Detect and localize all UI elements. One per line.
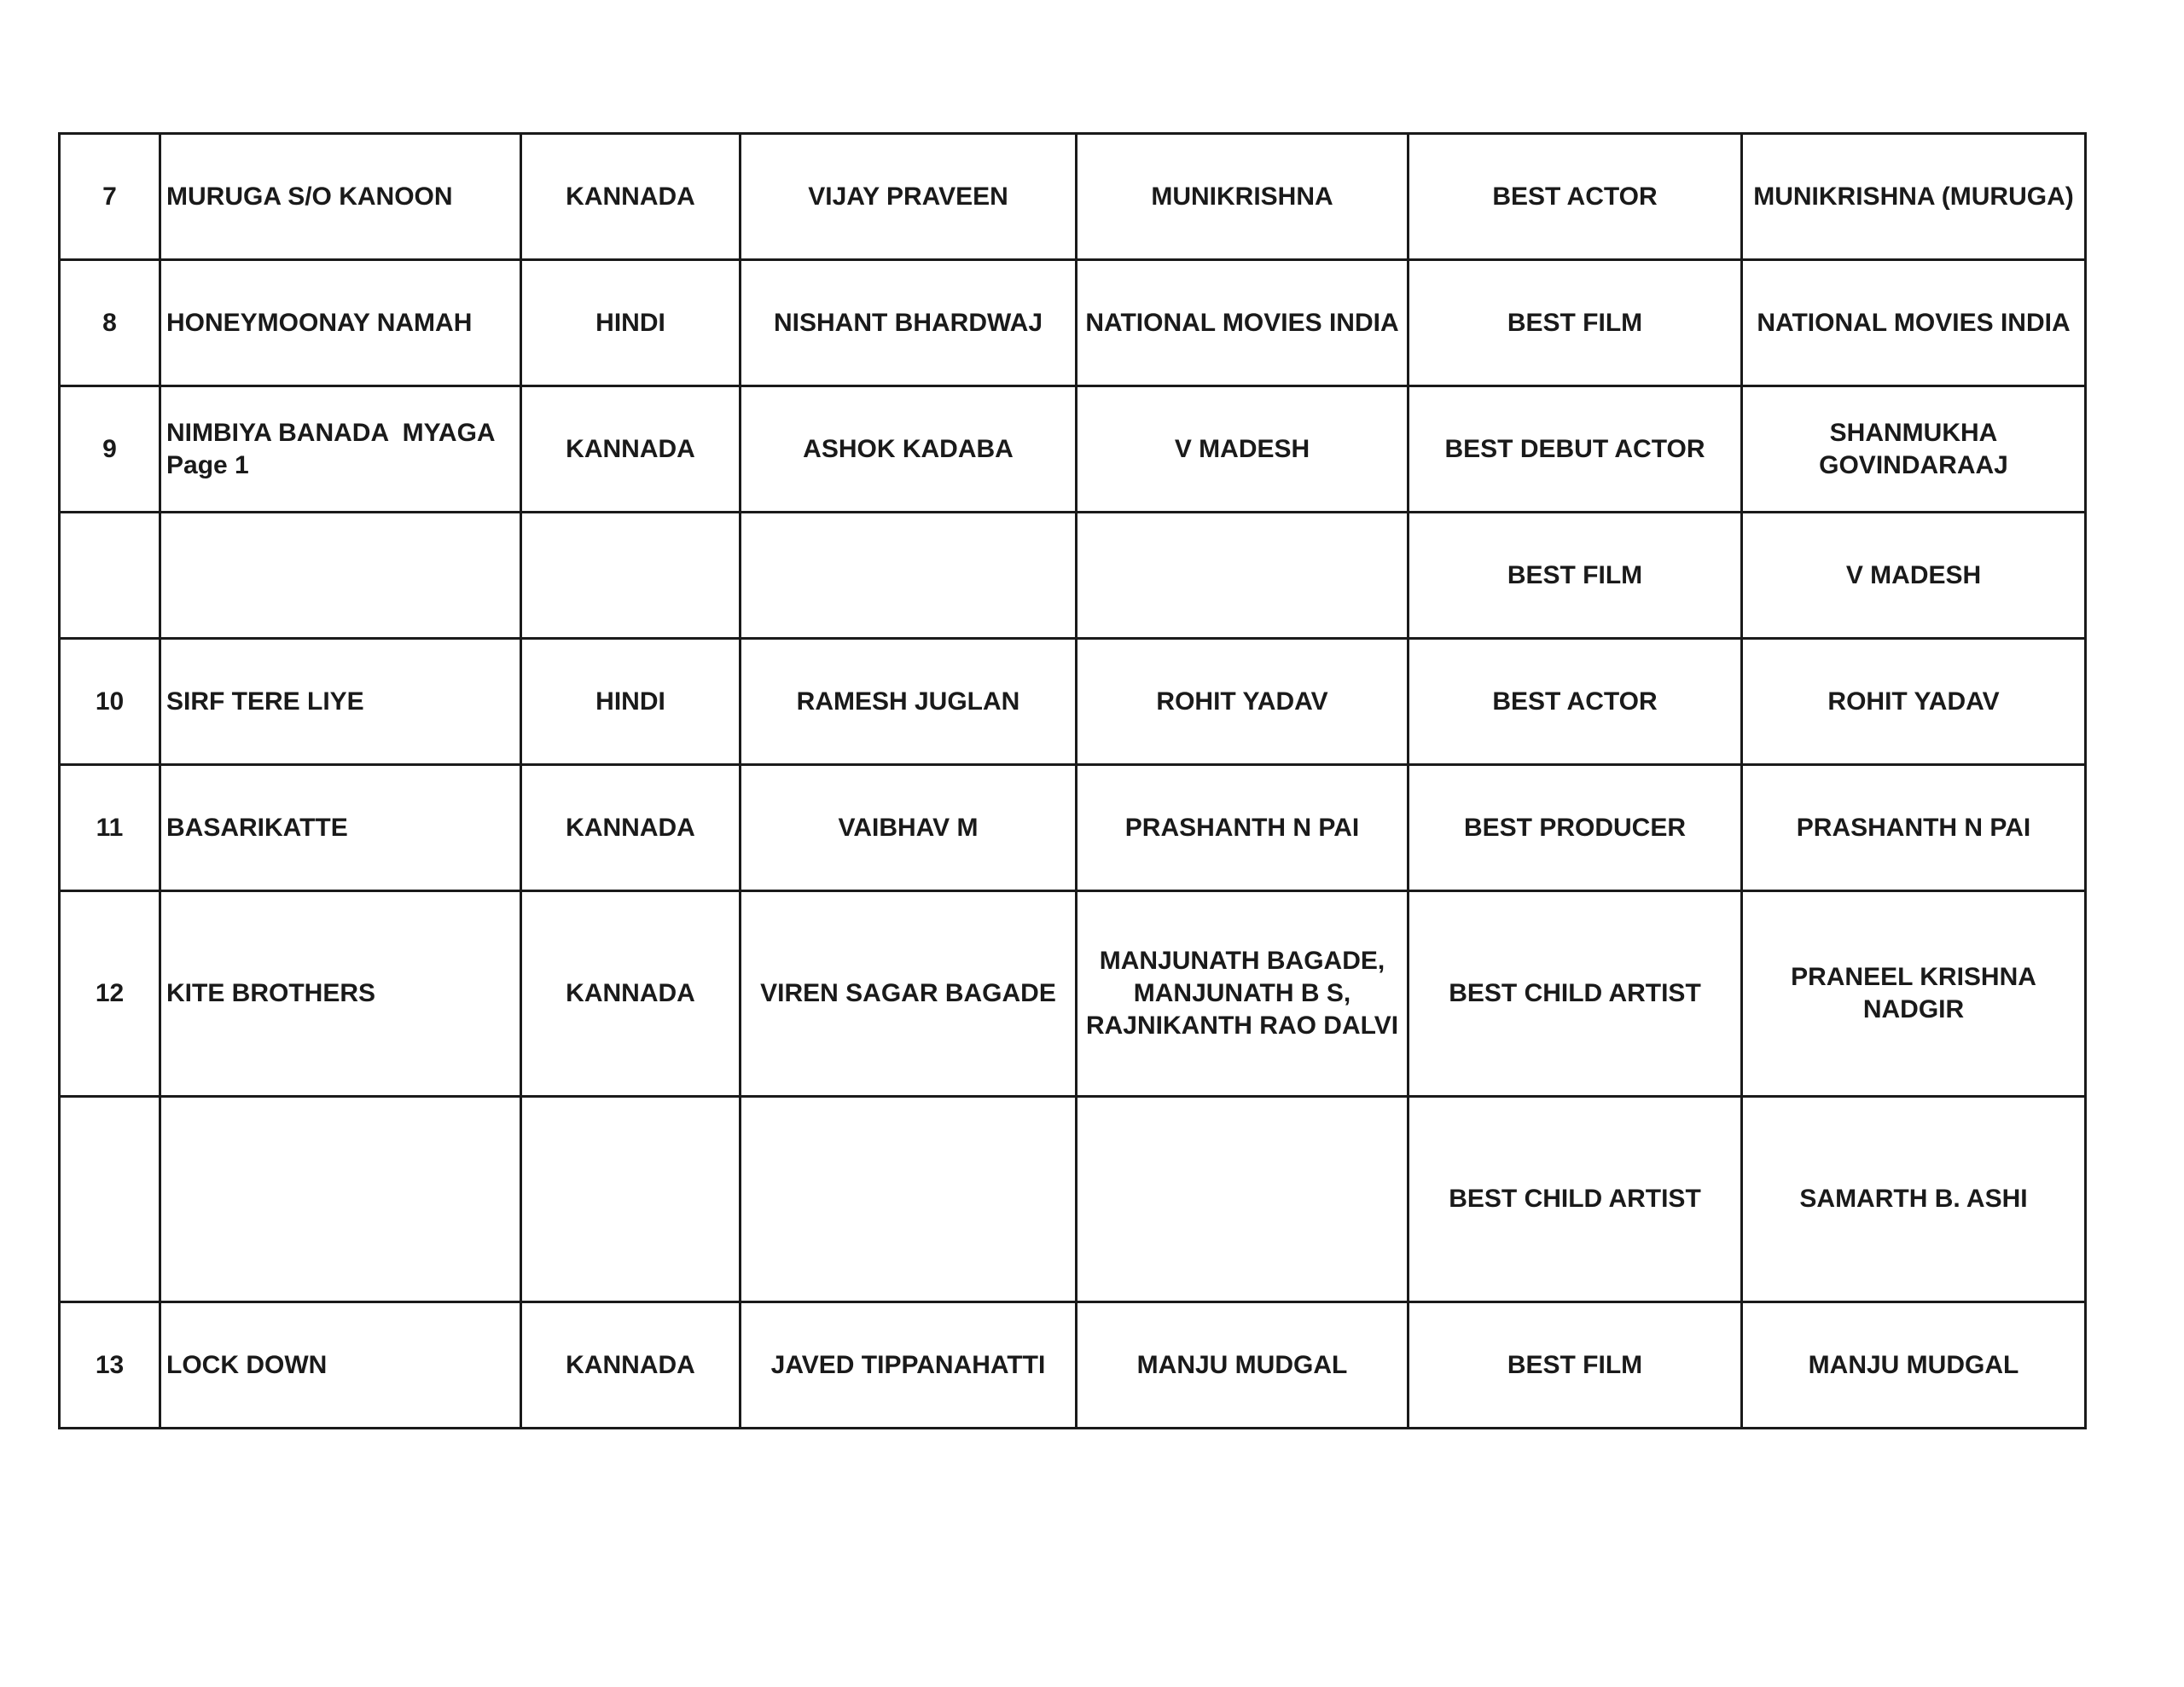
table-row (60, 134, 2086, 260)
award-category-cell: BEST FILM (1409, 1302, 1742, 1429)
award-category-cell: BEST PRODUCER (1409, 765, 1742, 891)
award-category-cell: BEST FILM (1409, 513, 1742, 639)
winner-line: PRANEEL KRISHNA (1791, 963, 2036, 991)
award-category-cell: BEST ACTOR (1409, 134, 1742, 260)
serial-number-cell (60, 1097, 160, 1302)
director-cell: JAVED TIPPANAHATTI (741, 1302, 1077, 1429)
producer-line: MANJUNATH B S, (1133, 979, 1351, 1007)
language-cell: KANNADA (521, 891, 741, 1097)
director-cell: VAIBHAV M (741, 765, 1077, 891)
winner-cell: PRASHANTH N PAI (1742, 765, 2086, 891)
table-row (60, 1302, 2086, 1429)
language-cell (521, 513, 741, 639)
film-title-cell (160, 1097, 521, 1302)
producer-cell: MANJU MUDGAL (1077, 1302, 1409, 1429)
table-row (60, 639, 2086, 765)
table-row (60, 513, 2086, 639)
page-note-text: Page 1 (166, 450, 249, 479)
film-title-cell: MURUGA S/O KANOON (160, 134, 521, 260)
producer-line: RAJNIKANTH RAO DALVI (1085, 1012, 1399, 1040)
language-cell: KANNADA (521, 134, 741, 260)
producer-cell (1077, 1097, 1409, 1302)
film-title-text: NIMBIYA BANADA MYAGA (166, 418, 496, 447)
serial-number-cell: 11 (60, 765, 160, 891)
award-category-cell: BEST CHILD ARTIST (1409, 1097, 1742, 1302)
award-category-cell: BEST ACTOR (1409, 639, 1742, 765)
language-cell: HINDI (521, 260, 741, 386)
director-cell: VIREN SAGAR BAGADE (741, 891, 1077, 1097)
film-title-cell: SIRF TERE LIYE (160, 639, 521, 765)
winner-line: GOVINDARAAJ (1819, 450, 2008, 479)
director-cell: VIJAY PRAVEEN (741, 134, 1077, 260)
table-row (60, 1097, 2086, 1302)
winner-cell: MUNIKRISHNA (MURUGA) (1742, 134, 2086, 260)
winner-cell: SAMARTH B. ASHI (1742, 1097, 2086, 1302)
language-cell: KANNADA (521, 386, 741, 513)
award-category-cell: BEST CHILD ARTIST (1409, 891, 1742, 1097)
serial-number-cell: 7 (60, 134, 160, 260)
producer-cell: V MADESH (1077, 386, 1409, 513)
director-cell (741, 513, 1077, 639)
serial-number-cell: 9 (60, 386, 160, 513)
serial-number-cell: 13 (60, 1302, 160, 1429)
producer-cell: MUNIKRISHNA (1077, 134, 1409, 260)
producer-cell (1077, 891, 1409, 1097)
winner-cell: MANJU MUDGAL (1742, 1302, 2086, 1429)
award-category-cell: BEST FILM (1409, 260, 1742, 386)
table-row (60, 260, 2086, 386)
producer-cell: NATIONAL MOVIES INDIA (1077, 260, 1409, 386)
language-cell (521, 1097, 741, 1302)
language-cell: HINDI (521, 639, 741, 765)
winner-cell (1742, 386, 2086, 513)
table-row (60, 891, 2086, 1097)
language-cell: KANNADA (521, 1302, 741, 1429)
award-category-cell: BEST DEBUT ACTOR (1409, 386, 1742, 513)
director-cell: NISHANT BHARDWAJ (741, 260, 1077, 386)
producer-cell: ROHIT YADAV (1077, 639, 1409, 765)
language-cell: KANNADA (521, 765, 741, 891)
film-title-cell: KITE BROTHERS (160, 891, 521, 1097)
winner-cell: ROHIT YADAV (1742, 639, 2086, 765)
director-cell (741, 1097, 1077, 1302)
film-title-cell (160, 513, 521, 639)
producer-cell (1077, 513, 1409, 639)
table-row (60, 386, 2086, 513)
director-cell: ASHOK KADABA (741, 386, 1077, 513)
film-title-cell: LOCK DOWN (160, 1302, 521, 1429)
serial-number-cell: 12 (60, 891, 160, 1097)
winner-cell: NATIONAL MOVIES INDIA (1742, 260, 2086, 386)
director-cell: RAMESH JUGLAN (741, 639, 1077, 765)
film-title-cell: BASARIKATTE (160, 765, 521, 891)
producer-cell: PRASHANTH N PAI (1077, 765, 1409, 891)
winner-line: NADGIR (1862, 995, 1965, 1023)
film-title-cell: HONEYMOONAY NAMAH (160, 260, 521, 386)
winner-cell (1742, 891, 2086, 1097)
serial-number-cell (60, 513, 160, 639)
table-row (60, 765, 2086, 891)
winner-cell: V MADESH (1742, 513, 2086, 639)
winner-line: SHANMUKHA (1829, 418, 1998, 447)
awards-table (58, 132, 2087, 1429)
film-title-cell (160, 386, 521, 513)
serial-number-cell: 10 (60, 639, 160, 765)
producer-line: MANJUNATH BAGADE, (1099, 947, 1385, 975)
serial-number-cell: 8 (60, 260, 160, 386)
